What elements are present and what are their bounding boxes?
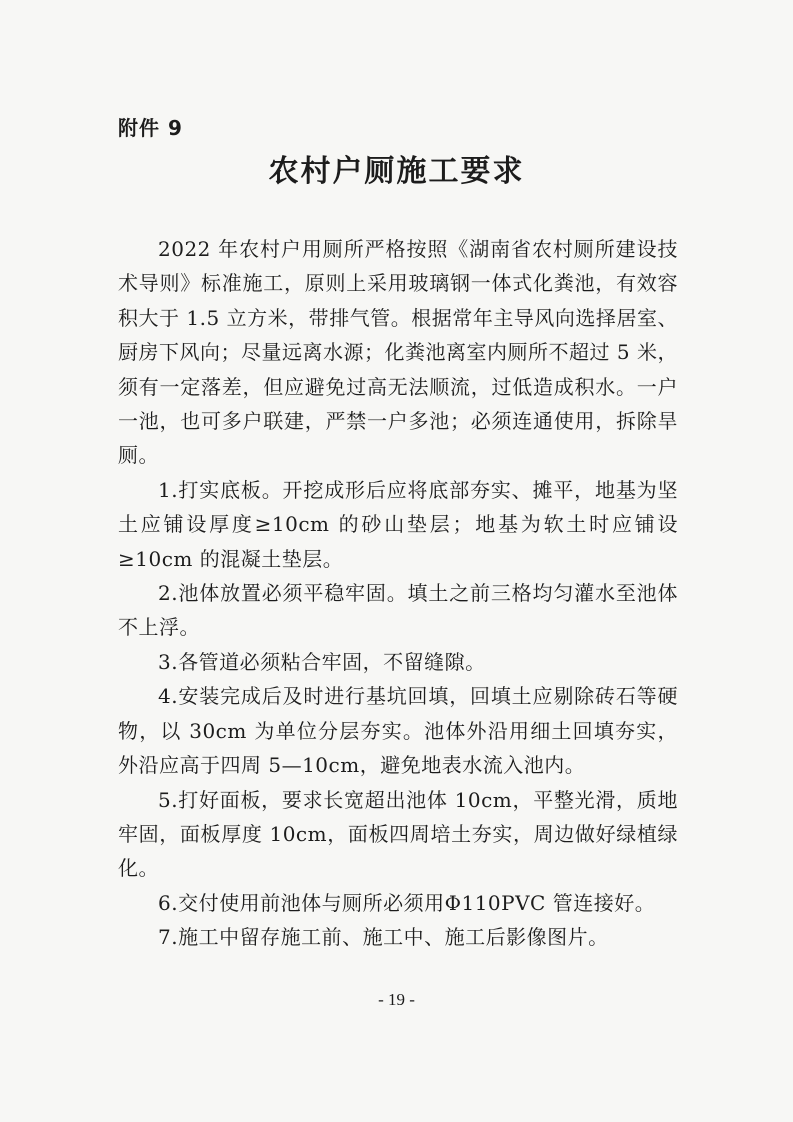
intro-paragraph: 2022 年农村户用厕所严格按照《湖南省农村厕所建设技术导则》标准施工，原则上采用玻璃钢一体式化粪池，有效容积大于 1.5 立方米，带排气管。根据常年主导风向选择居室、厨房下风向；尽量远离水源；化粪池离室内厕所不超过 5 米，须有一定落差，但应避免过高无法顺流，过低造成积水。一户一池，也可多户联建，严禁一户多池；必须连通使用，拆除旱厕。 xyxy=(118,237,678,468)
requirement-3: 3.各管道必须粘合牢固，不留缝隙。 xyxy=(158,649,486,674)
requirement-6: 6.交付使用前池体与厕所必须用Φ110PVC 管连接好。 xyxy=(158,890,656,915)
requirement-7: 7.施工中留存施工前、施工中、施工后影像图片。 xyxy=(158,925,609,950)
attachment-label: 附件 9 xyxy=(118,116,183,140)
document-title: 农村户厕施工要求 xyxy=(268,154,525,189)
requirement-4: 4.安装完成后及时进行基坑回填，回填土应剔除砖石等硬物，以 30cm 为单位分层夯实。池体外沿用细土回填夯实，外沿应高于四周 5—10cm，避免地表水流入池内。 xyxy=(118,684,678,778)
requirement-1: 1.打实底板。开挖成形后应将底部夯实、摊平，地基为坚土应铺设厚度≥10cm 的砂山垫层；地基为软土时应铺设≥10cm 的混凝土垫层。 xyxy=(118,477,678,571)
requirement-5: 5.打好面板，要求长宽超出池体 10cm，平整光滑，质地牢固，面板厚度 10cm，面板四周培土夯实，周边做好绿植绿化。 xyxy=(118,787,678,881)
requirement-2: 2.池体放置必须平稳牢固。填土之前三格均匀灌水至池体不上浮。 xyxy=(118,581,678,640)
document-body xyxy=(118,232,678,955)
page-number: - 19 - xyxy=(378,990,415,1009)
